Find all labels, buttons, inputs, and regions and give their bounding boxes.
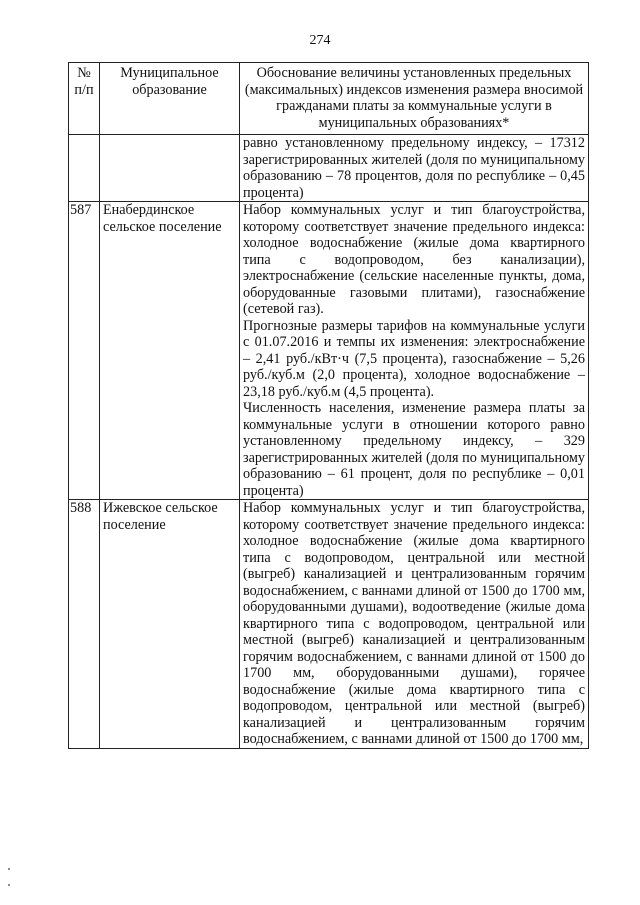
justification-paragraph: Численность населения, изменение размера платы за коммунальные услуги в отношении которого равно установленному предельному индексу, – 329 зарегистрированных жителей (доля по муниципальному образованию – 61 процент, доля по республике – 0,01 процента): [243, 400, 585, 499]
row-number-cell: [69, 135, 100, 202]
header-justification: Обоснование величины установленных предельных (максимальных) индексов изменения размера вносимой гражданами платы за коммунальные услуги в муниципальных образованиях*: [240, 63, 589, 135]
table-row: [69, 202, 589, 500]
page-number: 274: [309, 33, 331, 48]
table-row: [69, 135, 589, 202]
municipality-cell: Ижевское сельское поселение: [100, 500, 240, 749]
tariff-justification-table: [68, 62, 589, 749]
justification-paragraph: Набор коммунальных услуг и тип благоустройства, которому соответствует значение предельного индекса: холодное водоснабжение (жилые дома квартирного типа с водопроводом, без канализации), электроснабжение (сельские населенные пункты, дома, оборудованные газовыми плитами), газоснабжение (сетевой газ).: [243, 202, 585, 317]
scan-speck: [8, 868, 10, 870]
table-header-row: [69, 63, 589, 135]
scan-speck: [8, 884, 10, 886]
header-municipality: Муниципальное образование: [100, 63, 240, 135]
row-number-cell: 587: [69, 202, 100, 500]
justification-cell: [240, 500, 589, 749]
row-number-cell: 588: [69, 500, 100, 749]
justification-cell: [240, 202, 589, 500]
municipality-cell: Енабердинское сельское поселение: [100, 202, 240, 500]
justification-paragraph: Прогнозные размеры тарифов на коммунальные услуги с 01.07.2016 и темпы их изменения: электроснабжение – 2,41 руб./кВт·ч (7,5 процента), газоснабжение – 5,26 руб./куб.м (2,0 процента), холодное водоснабжение – 23,18 руб./куб.м (4,5 процента).: [243, 317, 585, 400]
justification-paragraph: Набор коммунальных услуг и тип благоустройства, которому соответствует значение предельного индекса: холодное водоснабжение (жилые дома квартирного типа с водопроводом, центральной или местной (выгреб) канализацией и централизованным горячим водоснабжением, с ваннами длиной от 1500 до 1700 мм, оборудованными душами), водоотведение (жилые дома квартирного типа с водопроводом, центральной или местной (выгреб) канализацией и централизованным горячим водоснабжением, с ваннами длиной от 1500 до 1700 мм, оборудованными душами), горячее водоснабжение (жилые дома квартирного типа с водопроводом, центральной или местной (выгреб) канализацией и централизованным горячим водоснабжением, с ваннами длиной от 1500 до 1700 мм,: [243, 500, 585, 747]
justification-paragraph: равно установленному предельному индексу, – 17312 зарегистрированных жителей (доля по муниципальному образованию – 78 процентов, доля по республике – 0,45 процента): [243, 135, 585, 201]
justification-cell: [240, 135, 589, 202]
header-number: № п/п: [69, 63, 100, 135]
municipality-cell: [100, 135, 240, 202]
table-row: [69, 500, 589, 749]
